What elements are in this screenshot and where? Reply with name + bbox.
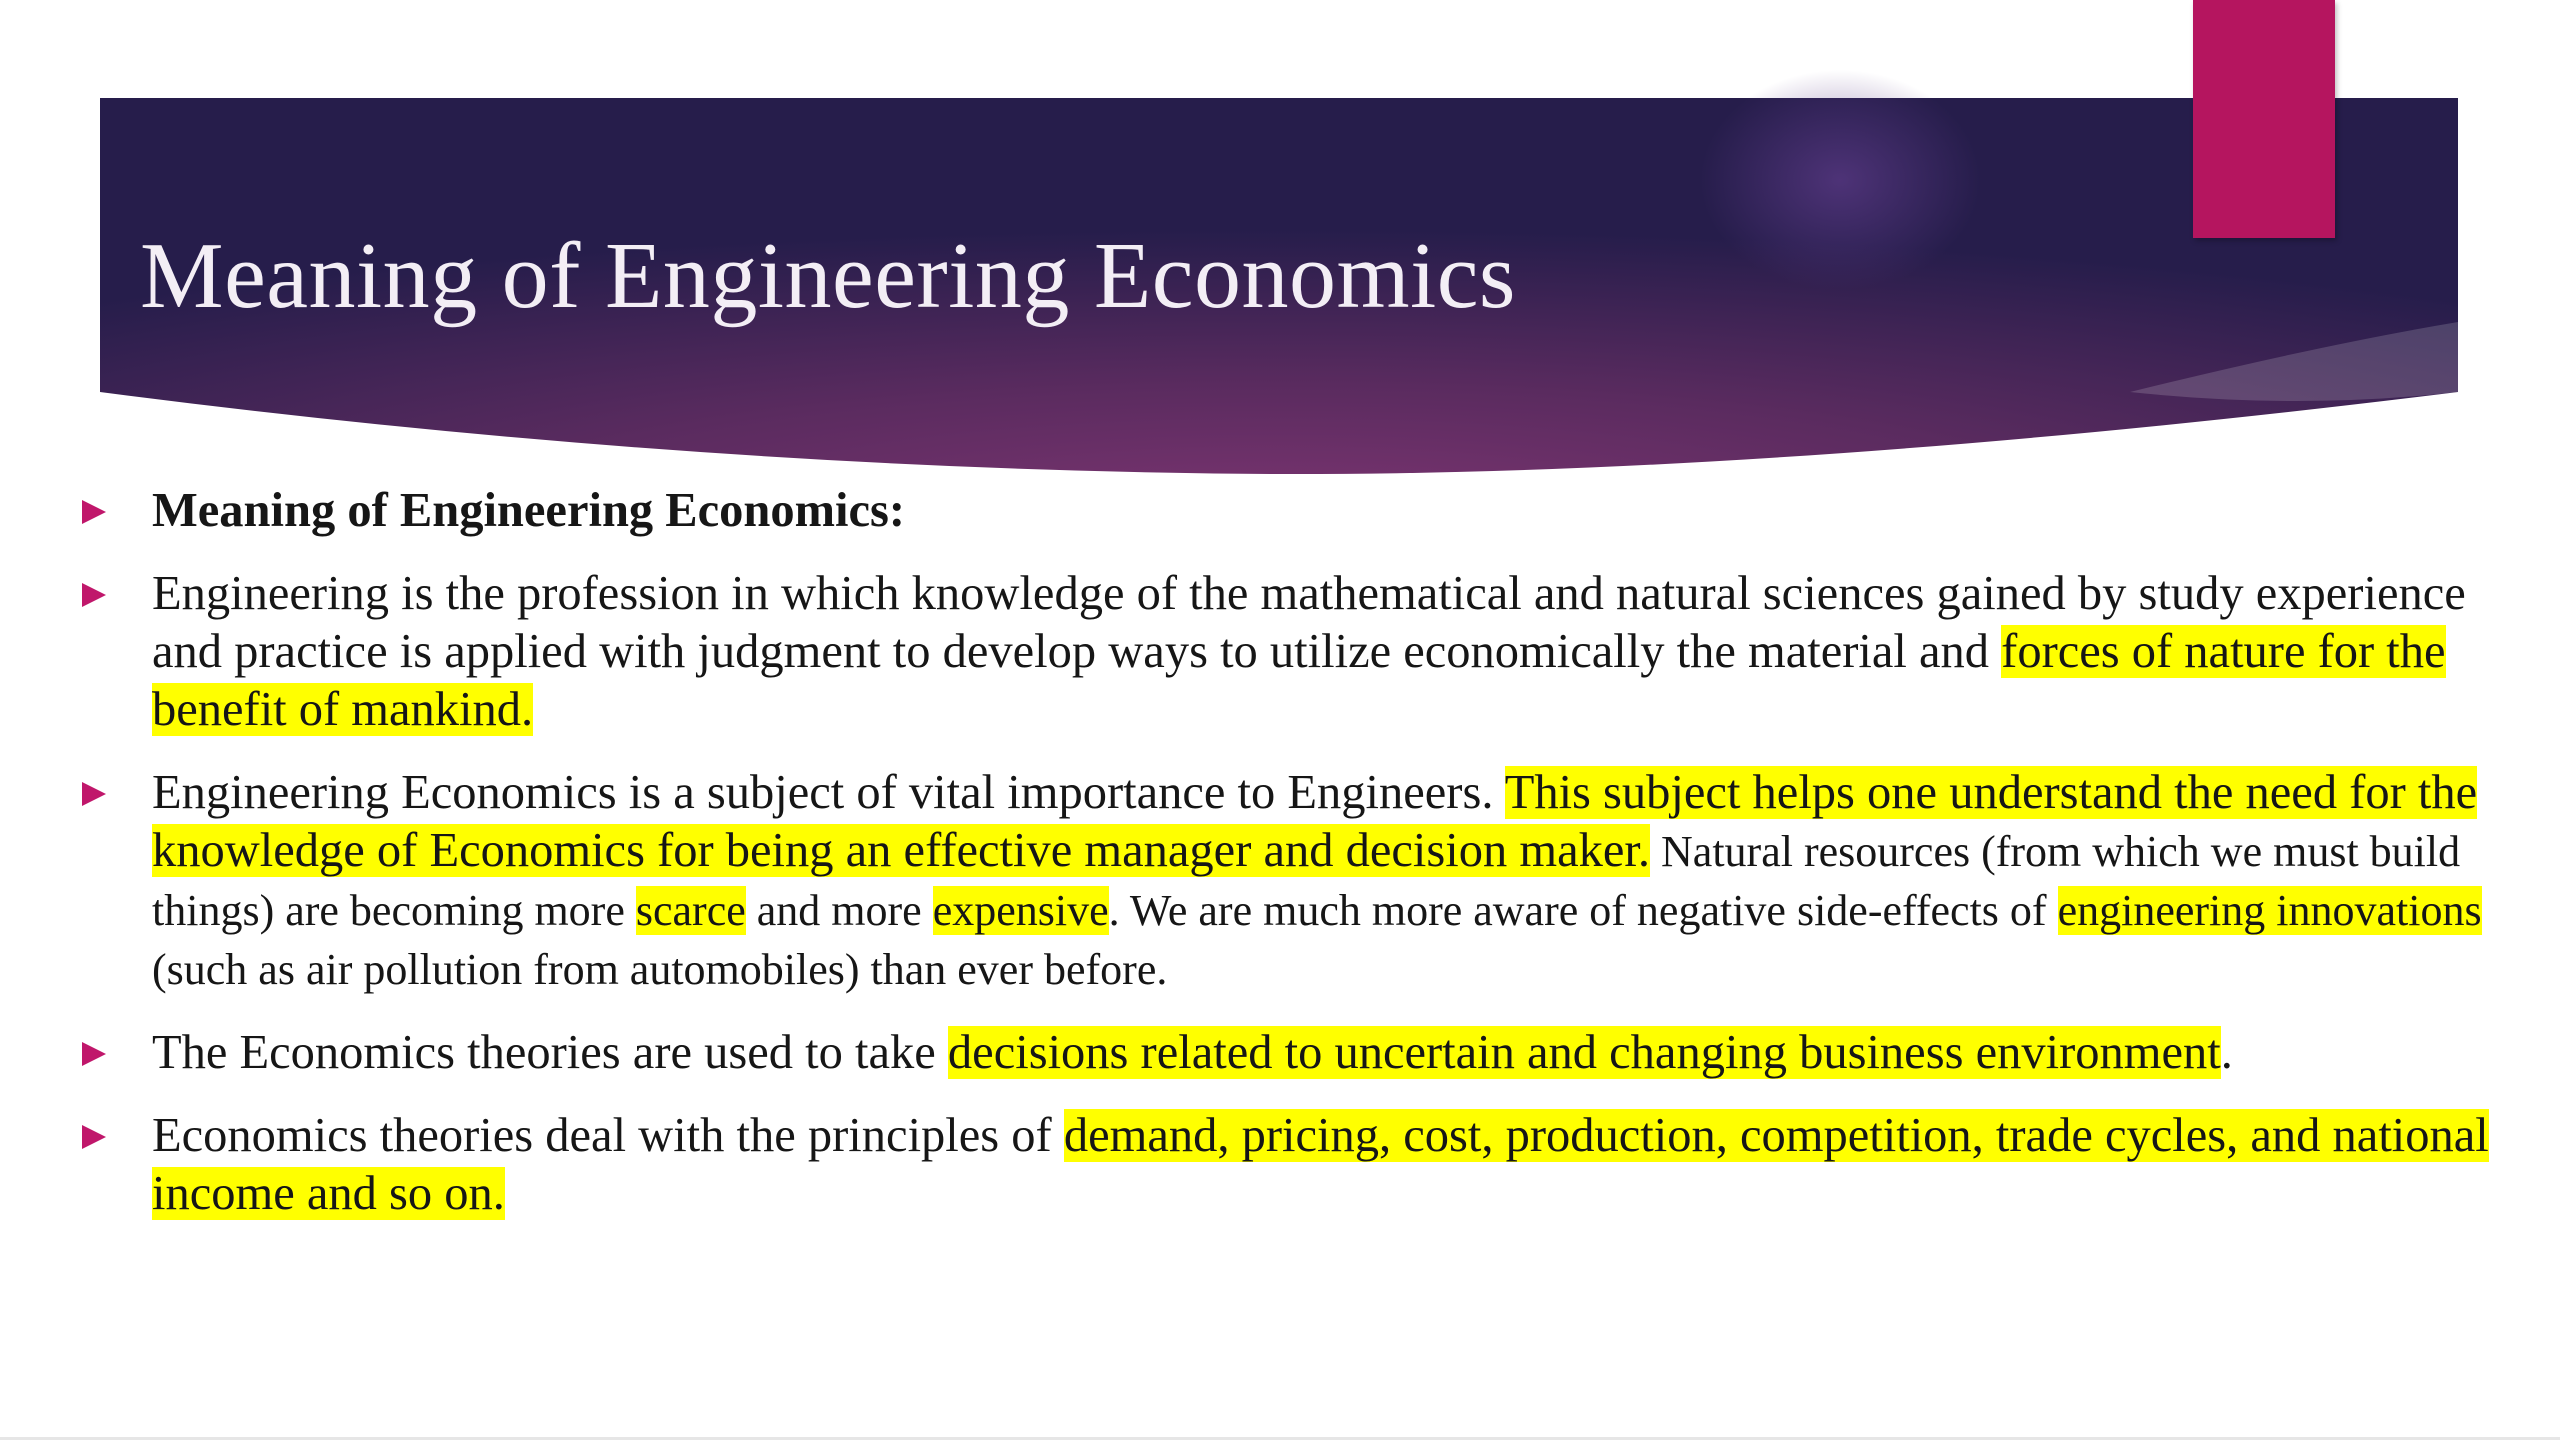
highlighted-text: decisions related to uncertain and changing business environment [947, 1026, 2221, 1079]
bullet-arrow-icon [82, 1042, 106, 1066]
bullet-text: The Economics theories are used to take [152, 1026, 948, 1079]
banner-glow [1700, 70, 1980, 290]
bullet-item [0, 565, 2560, 739]
bullet-arrow-icon [82, 500, 106, 524]
highlighted-text: expensive [932, 886, 1109, 935]
highlighted-text: forces of nature for the benefit of mankind. [152, 625, 2446, 736]
bullet-text: Engineering Economics is a subject of vital importance to Engineers. [152, 766, 1505, 819]
bullet-item [0, 1024, 2560, 1082]
bullet-arrow-icon [82, 1125, 106, 1149]
bullet-arrow-icon [82, 583, 106, 607]
bullet-text: Engineering is the profession in which knowledge of the mathematical and natural sciences gained by study experience and practice is applied with judgment to develop ways to utilize economically the material and [152, 567, 2466, 678]
accent-tab [2193, 0, 2335, 238]
bullet-text: . [2220, 1026, 2233, 1079]
highlighted-text: scarce [635, 886, 746, 935]
bullet-text: Economics theories deal with the principles of [152, 1109, 1064, 1162]
bullet-text: (such as air pollution from automobiles) than ever before. [152, 945, 1168, 994]
bullet-text: and more [745, 886, 933, 935]
bullet-item [0, 1107, 2560, 1223]
bullet-item [0, 482, 2560, 540]
bullet-text: . We are much more aware of negative side-effects of [1108, 886, 2058, 935]
highlighted-text: This subject helps one understand the need for the knowledge of Economics for being an effective manager and decision maker. [152, 766, 2478, 877]
highlighted-text: engineering innovations [2057, 886, 2482, 935]
slide-title: Meaning of Engineering Economics [140, 224, 1517, 328]
bullet-heading: Meaning of Engineering Economics: [152, 484, 906, 537]
bullet-item [0, 764, 2560, 999]
bullet-arrow-icon [82, 782, 106, 806]
bullet-text: Natural resources (from which we must build things) are becoming more [152, 827, 2461, 935]
bullet-list [0, 482, 2560, 1248]
highlighted-text: demand, pricing, cost, production, competition, trade cycles, and national income and so on. [152, 1109, 2489, 1220]
